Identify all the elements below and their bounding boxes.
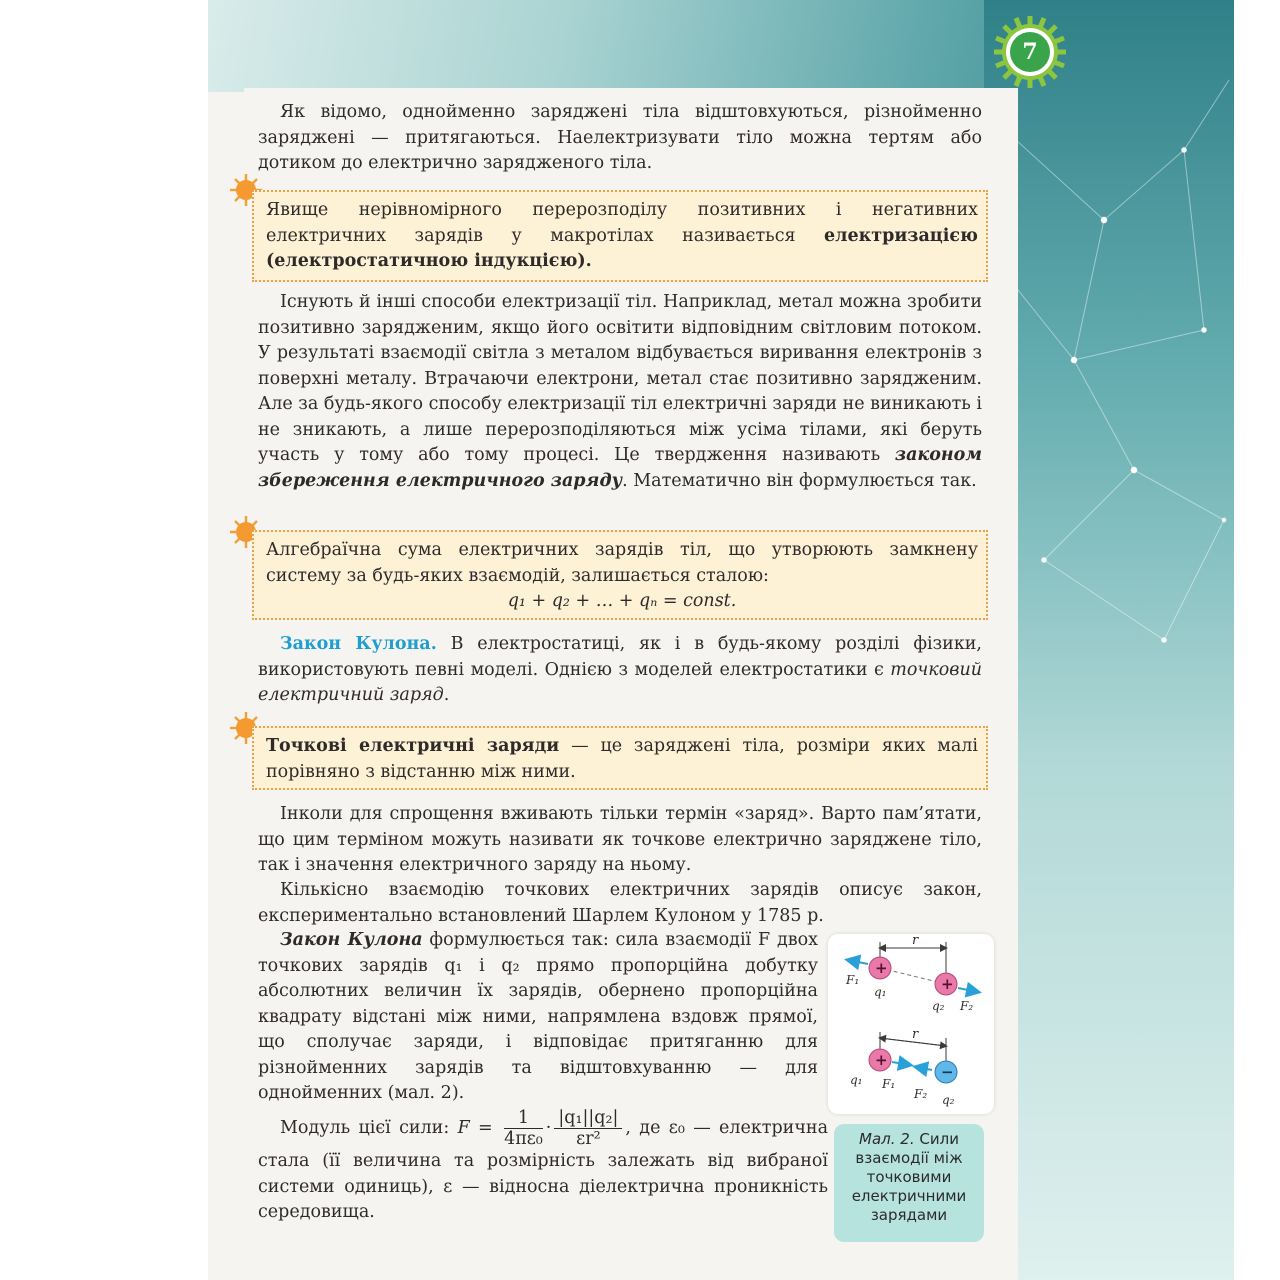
definition-box-charge-conservation: Алгебраїчна сума електричних зарядів тіл, що утворюють замкнену систему за будь-яких взаємодій, залишається сталою: q₁ + q₂ + … + qₙ = const. [252,530,988,620]
svg-text:q₁: q₁ [850,1073,863,1087]
svg-text:F₁: F₁ [882,1077,896,1091]
figure-caption: Мал. 2. Сили взаємодії між точковими електричними зарядами [834,1124,984,1242]
paragraph-force-modulus: Модуль цієї сили: F = $\frac{1}{\text{4πε₀}}$ · $\frac{\text{|q₁||q₂|}}{\text{εr²}}$ , де ε₀ — електрична стала (її величина та розмірність залежать від вибраної системи одиниць), ε — відносна діелектрична проникність середовища. [258,1108,829,1222]
page-number: 7 [1022,39,1038,65]
svg-text:q₂: q₂ [942,1093,955,1107]
paragraph-coulomb-intro: Закон Кулона. В електростатиці, як і в будь-якому розділі фізики, використовують певні моделі. Однією з моделей електростатики є точковий електричний заряд. [258,634,982,705]
svg-text:+: + [875,959,888,977]
svg-text:q₂: q₂ [932,999,945,1013]
force-arrow [916,1067,932,1070]
paragraph-electrification-methods: Існують й інші способи електризації тіл. Наприклад, метал можна зробити позитивно зарядженим, якщо його освітити відповідним світловим потоком. У результаті взаємодії світла з металом відбувається виривання електронів з поверхні металу. Втрачаючи електрони, метал стає позитивно зарядженим. Але за будь-якого способу електризації тіл електричні заряди не виникають і не зникають, а лише перерозподіляються між усіма тілами, які беруть участь у тому або тому процесі. Це твердження називають законом збереження електричного заряду. Математично він формулюється так. [258,292,982,491]
paragraph-term-charge: Інколи для спрощення вживають тільки термін «заряд». Варто пам’ятати, що цим терміном можуть називати як точкове електрично заряджене тіло, так і значення електричного заряду на ньому. [258,804,982,875]
svg-text:F₂: F₂ [960,999,974,1013]
svg-text:F₁: F₁ [846,973,860,987]
svg-text:F₂: F₂ [914,1087,928,1101]
conservation-formula: q₁ + q₂ + … + qₙ = const. [507,591,737,611]
svg-text:+: + [941,975,954,993]
definition-box-electrification: Явище нерівномірного перерозподілу позитивних і негативних електричних зарядів у макротілах називається електризацією (електростатичною індукцією). [252,190,988,282]
fraction-constant: $\frac{1}{\text{4πε₀}}$ [504,1108,543,1149]
paragraph-coulomb-history: Кількісно взаємодію точкових електричних зарядів описує закон, експериментально встановлений Шарлем Кулоном у 1785 р. [258,880,982,926]
svg-text:−: − [941,1063,954,1081]
paragraph-intro: Як відомо, однойменно заряджені тіла відштовхуються, різнойменно заряджені — притягаються. Наелектризувати тіло можна тертям або дотиком до електрично зарядженого тіла. [258,102,982,173]
force-arrow [848,960,868,964]
figure-diagram [828,934,994,1114]
figure-coulomb-forces [828,934,994,1114]
section-heading: Закон Кулона. [280,634,437,654]
svg-text:r: r [912,1027,919,1042]
paragraph-coulomb-law: Закон Кулона формулюється так: сила взаємодії F двох точкових зарядів q₁ і q₂ прямо пропорційна добутку абсолютних величин їх зарядів, обернено пропорційна квадрату відстані між ними, напрямлена вздовж прямої, що сполучає заряди, і відповідає притяганню для різнойменних зарядів та відштовхуванню — для однойменних (мал. 2). [258,930,818,1103]
fraction-charges: $\frac{\text{|q₁||q₂|}}{\text{εr²}}$ [554,1108,622,1149]
force-arrow [892,1062,910,1065]
formula-lhs: F = [457,1118,493,1138]
svg-text:q₁: q₁ [874,985,887,999]
force-arrow [958,988,978,992]
svg-text:+: + [875,1051,888,1069]
definition-box-point-charges: Точкові електричні заряди — це заряджені тіла, розміри яких малі порівняно з відстанню між ними. [252,726,988,790]
r-label: r [912,934,919,948]
